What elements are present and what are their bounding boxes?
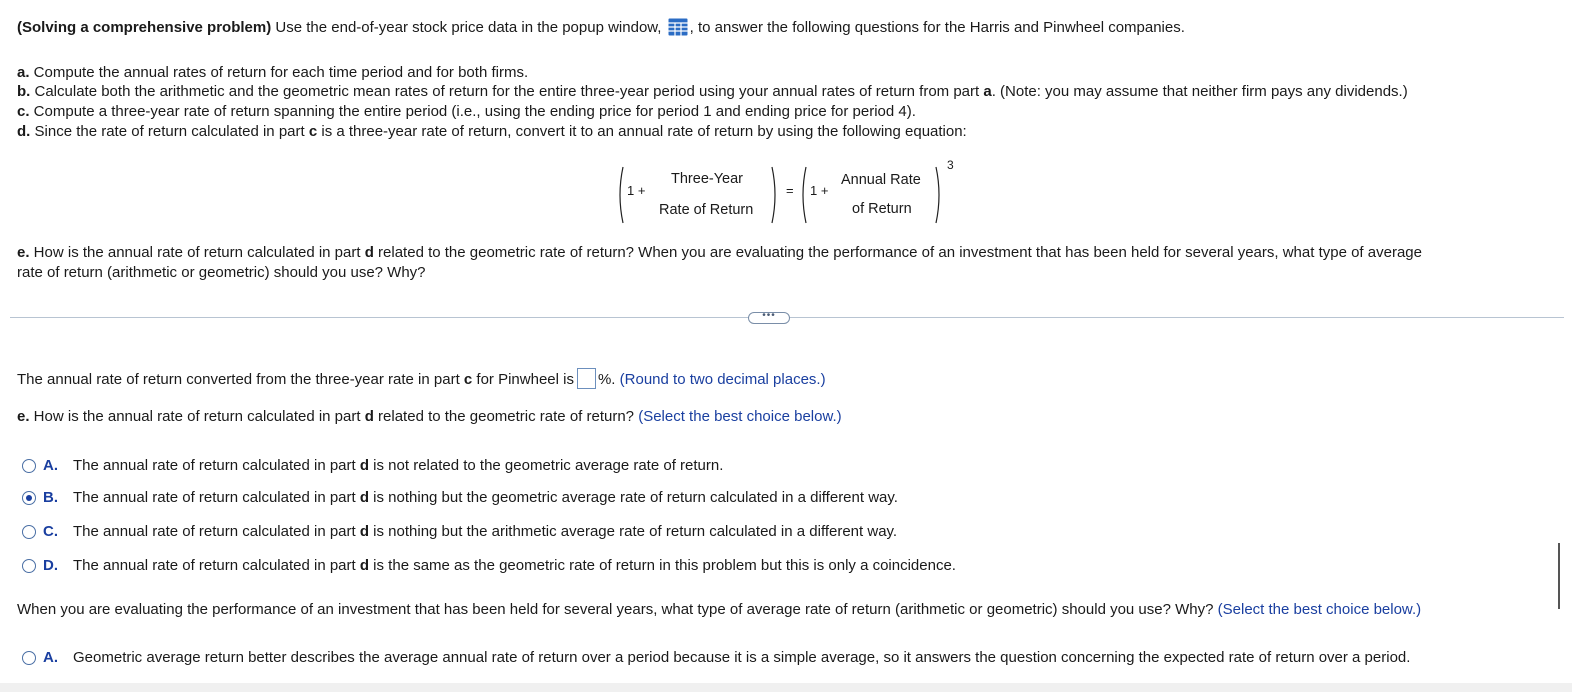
- radio-button-selected[interactable]: [22, 491, 36, 505]
- option-text: The annual rate of return calculated in part d is not related to the geometric average rate of return.: [73, 457, 724, 474]
- three-year-numerator: Three-Year: [671, 171, 744, 187]
- annual-rate-numerator: Annual Rate: [841, 172, 921, 188]
- part-d: d. Since the rate of return calculated in part c is a three-year rate of return, convert it to an annual rate of return by using the following equation:: [17, 123, 967, 140]
- right-paren-2: [935, 166, 943, 224]
- three-year-denominator: Rate of Return: [659, 202, 754, 218]
- more-button[interactable]: •••: [748, 312, 790, 324]
- option-text: The annual rate of return calculated in part d is nothing but the arithmetic average rate of return calculated in a different way.: [73, 523, 898, 540]
- select-hint: (Select the best choice below.): [1217, 601, 1422, 618]
- left-paren-2: [799, 166, 807, 224]
- performance-question: When you are evaluating the performance of an investment that has been held for several years, what type of average rate of return (arithmetic or geometric) should you use? Why? (Select the best choice below.): [17, 601, 1422, 618]
- option-letter: A.: [43, 649, 58, 666]
- bottom-strip: [0, 683, 1572, 692]
- part-e-line2: rate of return (arithmetic or geometric) should you use? Why?: [17, 264, 426, 281]
- part-e: e. How is the annual rate of return calculated in part d related to the geometric rate of return? When you are evaluating the performance of an investment that has been held for several years, what type of average: [17, 244, 1422, 261]
- part-a: a. Compute the annual rates of return for each time period and for both firms.: [17, 64, 529, 81]
- option-letter: C.: [43, 523, 58, 540]
- e-question: e. How is the annual rate of return calculated in part d related to the geometric rate of return? (Select the best choice below.): [17, 408, 842, 425]
- option-text: The annual rate of return calculated in part d is the same as the geometric rate of return in this problem but this is only a coincidence.: [73, 557, 956, 574]
- select-hint: (Select the best choice below.): [638, 408, 842, 425]
- option-letter: A.: [43, 457, 58, 474]
- radio-button[interactable]: [22, 525, 36, 539]
- exponent: 3: [947, 158, 954, 172]
- radio-button[interactable]: [22, 559, 36, 573]
- right-paren-1: [771, 166, 779, 224]
- option-letter: B.: [43, 489, 58, 506]
- scrollbar[interactable]: [1558, 543, 1560, 609]
- radio-button[interactable]: [22, 651, 36, 665]
- annual-rate-question: The annual rate of return converted from the three-year rate in part c for Pinwheel is %. (Round to two decimal places.): [17, 368, 826, 389]
- problem-intro: (Solving a comprehensive problem) Use the end-of-year stock price data in the popup window, , to answer the following questions for the Harris and Pinwheel companies.: [17, 18, 1185, 40]
- round-hint: (Round to two decimal places.): [619, 371, 826, 388]
- annual-rate-input[interactable]: [577, 368, 596, 389]
- annual-rate-denominator: of Return: [852, 201, 912, 217]
- left-paren-1: [616, 166, 624, 224]
- part-b: b. Calculate both the arithmetic and the geometric mean rates of return for the entire three-year period using your annual rates of return from part a. (Note: you may assume that neither firm pays any dividends.): [17, 83, 1408, 100]
- problem-title: (Solving a comprehensive problem): [17, 19, 272, 36]
- radio-button[interactable]: [22, 459, 36, 473]
- spreadsheet-grid-icon[interactable]: [668, 18, 688, 40]
- option-text: The annual rate of return calculated in part d is nothing but the geometric average rate of return calculated in a different way.: [73, 489, 898, 506]
- equals-sign: =: [786, 183, 794, 198]
- option-text: Geometric average return better describes the average annual rate of return over a period because it is a simple average, so it answers the question concerning the expected rate of return over a period.: [73, 649, 1411, 666]
- part-c: c. Compute a three-year rate of return spanning the entire period (i.e., using the ending price for period 1 and ending price for period 4).: [17, 103, 916, 120]
- option-letter: D.: [43, 557, 58, 574]
